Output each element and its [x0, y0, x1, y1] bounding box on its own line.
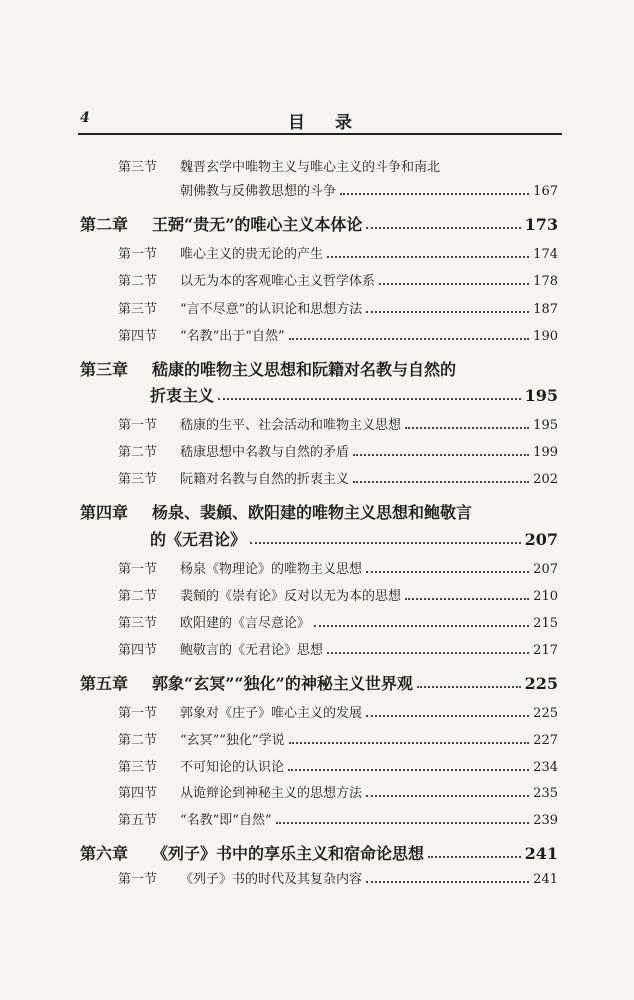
toc-page-number: 225 [524, 674, 558, 693]
toc-entry-label: 第二节 [118, 733, 158, 748]
toc-section-entry [118, 809, 558, 828]
toc-leader-dots [417, 686, 521, 688]
toc-leader-dots [327, 256, 529, 258]
toc-entry-title: 欧阳建的《言尽意论》 [180, 616, 311, 631]
page-number: 4 [80, 110, 90, 126]
toc-entry-title: 郭象对《庄子》唯心主义的发展 [180, 706, 363, 721]
toc-page-number: 187 [533, 302, 558, 317]
toc-entry-label: 第三章 [80, 360, 129, 379]
toc-entry-title: 魏晋玄学中唯物主义与唯心主义的斗争和南北 [180, 160, 441, 175]
toc-entry-title: 裴頠的《崇有论》反对以无为本的思想 [180, 589, 402, 604]
toc-section-entry [118, 868, 558, 887]
toc-page-number: 207 [524, 530, 558, 549]
toc-leader-dots [327, 652, 529, 654]
toc-chapter-entry [80, 212, 558, 235]
toc-entry-label: 第一节 [118, 872, 158, 887]
toc-leader-dots [314, 625, 529, 627]
toc-entry-title: “玄冥”“独化”学说 [180, 733, 285, 748]
toc-section-entry [118, 441, 558, 460]
toc-section-entry [118, 468, 558, 487]
toc-entry-label: 第三节 [118, 160, 158, 175]
toc-entry-title: 的《无君论》 [150, 530, 247, 549]
toc-leader-dots [288, 769, 529, 771]
toc-entry-title: 《列子》书中的享乐主义和宿命论思想 [152, 844, 425, 863]
toc-entry-title: 嵇康的唯物主义思想和阮籍对名教与自然的 [152, 360, 457, 379]
toc-entry-label: 第一节 [118, 418, 158, 433]
toc-section-entry [118, 585, 558, 604]
toc-chapter-entry [80, 357, 558, 380]
toc-chapter-entry [80, 671, 558, 694]
toc-entry-title: 折衷主义 [150, 386, 215, 405]
toc-chapter-entry [150, 383, 558, 406]
toc-page-number: 174 [533, 247, 558, 262]
toc-entry-title: 阮籍对名教与自然的折衷主义 [180, 472, 350, 487]
toc-section-entry [118, 298, 558, 317]
toc-entry-label: 第三节 [118, 302, 158, 317]
toc-page-number: 225 [533, 706, 558, 721]
toc-entry-title: 杨泉、裴頠、欧阳建的唯物主义思想和鲍敬言 [152, 503, 473, 522]
toc-section-entry [118, 639, 558, 658]
toc-entry-label: 第三节 [118, 760, 158, 775]
toc-page-number: 207 [533, 562, 558, 577]
toc-section-entry [118, 729, 558, 748]
toc-entry-title: “名教”出于“自然” [180, 329, 285, 344]
toc-leader-dots [366, 571, 529, 573]
toc-entry-title: 朝佛教与反佛教思想的斗争 [180, 184, 337, 199]
toc-entry-label: 第五节 [118, 813, 158, 828]
toc-leader-dots [353, 454, 529, 456]
toc-entry-title: 王弼“贵无”的唯心主义本体论 [152, 215, 363, 234]
toc-entry-label: 第二节 [118, 445, 158, 460]
toc-section-entry [118, 558, 558, 577]
toc-leader-dots [366, 227, 520, 229]
toc-page-number: 195 [533, 418, 558, 433]
toc-section-entry [118, 156, 558, 175]
toc-chapter-entry [150, 527, 558, 550]
toc-entry-label: 第五章 [80, 674, 129, 693]
toc-entry-title: 嵇康的生平、社会活动和唯物主义思想 [180, 418, 402, 433]
toc-page-number: 178 [533, 274, 558, 289]
toc-page-number: 195 [524, 386, 558, 405]
toc-entry-title: 嵇康思想中名教与自然的矛盾 [180, 445, 350, 460]
toc-leader-dots [366, 881, 529, 883]
toc-section-entry [118, 414, 558, 433]
toc-page-number: 215 [533, 616, 558, 631]
toc-entry-label: 第一节 [118, 706, 158, 721]
toc-entry-title: 杨泉《物理论》的唯物主义思想 [180, 562, 363, 577]
toc-section-entry [118, 270, 558, 289]
toc-entry-label: 第二节 [118, 589, 158, 604]
toc-section-entry [118, 243, 558, 262]
toc-leader-dots [366, 795, 529, 797]
toc-entry-label: 第四节 [118, 786, 158, 801]
toc-entry-label: 第三节 [118, 616, 158, 631]
toc-entry-label: 第四章 [80, 503, 129, 522]
toc-entry-label: 第四节 [118, 643, 158, 658]
toc-leader-dots [250, 542, 521, 544]
toc-section-entry [118, 782, 558, 801]
toc-leader-dots [366, 715, 529, 717]
toc-leader-dots [289, 338, 530, 340]
toc-page-number: 199 [533, 445, 558, 460]
toc-leader-dots [340, 193, 529, 195]
toc-leader-dots [405, 598, 529, 600]
toc-entry-title: 鲍敬言的《无君论》思想 [180, 643, 324, 658]
page-title: 目录 [288, 113, 382, 133]
toc-entry-label: 第一节 [118, 562, 158, 577]
toc-chapter-entry [80, 500, 558, 523]
toc-leader-dots [353, 481, 529, 483]
toc-entry-title: 不可知论的认识论 [180, 760, 285, 775]
toc-page-number: 227 [533, 733, 558, 748]
toc-entry-label: 第二章 [80, 215, 129, 234]
toc-entry-label: 第六章 [80, 844, 129, 863]
toc-leader-dots [289, 742, 530, 744]
toc-section-entry [118, 325, 558, 344]
toc-entry-label: 第一节 [118, 247, 158, 262]
toc-page-number: 202 [533, 472, 558, 487]
toc-section-entry [118, 756, 558, 775]
toc-page-number: 217 [533, 643, 558, 658]
toc-page-number: 210 [533, 589, 558, 604]
toc-entry-label: 第三节 [118, 472, 158, 487]
toc-entry-title: 郭象“玄冥”“独化”的神秘主义世界观 [152, 674, 413, 693]
toc-page-number: 241 [524, 844, 558, 863]
toc-leader-dots [379, 283, 529, 285]
toc-entry-title: 从诡辩论到神秘主义的思想方法 [180, 786, 363, 801]
toc-entry-title: 以无为本的客观唯心主义哲学体系 [180, 274, 376, 289]
toc-section-entry [180, 180, 558, 199]
toc-leader-dots [428, 856, 521, 858]
toc-page-number: 167 [533, 184, 558, 199]
toc-leader-dots [405, 427, 529, 429]
toc-page-number: 241 [533, 872, 558, 887]
toc-entry-title: 唯心主义的贵无论的产生 [180, 247, 324, 262]
toc-page-number: 190 [533, 329, 558, 344]
toc-entry-title: “言不尽意”的认识论和思想方法 [180, 302, 363, 317]
toc-entry-label: 第四节 [118, 329, 158, 344]
toc-page-number: 173 [524, 215, 558, 234]
toc-entry-title: “名教”即“自然” [180, 813, 272, 828]
toc-leader-dots [276, 822, 530, 824]
toc-section-entry [118, 612, 558, 631]
toc-page-number: 235 [533, 786, 558, 801]
toc-entry-title: 《列子》书的时代及其复杂内容 [180, 872, 363, 887]
toc-page-number: 234 [533, 760, 558, 775]
toc-leader-dots [366, 311, 529, 313]
toc-entry-label: 第二节 [118, 274, 158, 289]
toc-chapter-entry [80, 841, 558, 864]
toc-page-number: 239 [533, 813, 558, 828]
toc-section-entry [118, 702, 558, 721]
toc-leader-dots [218, 398, 521, 400]
